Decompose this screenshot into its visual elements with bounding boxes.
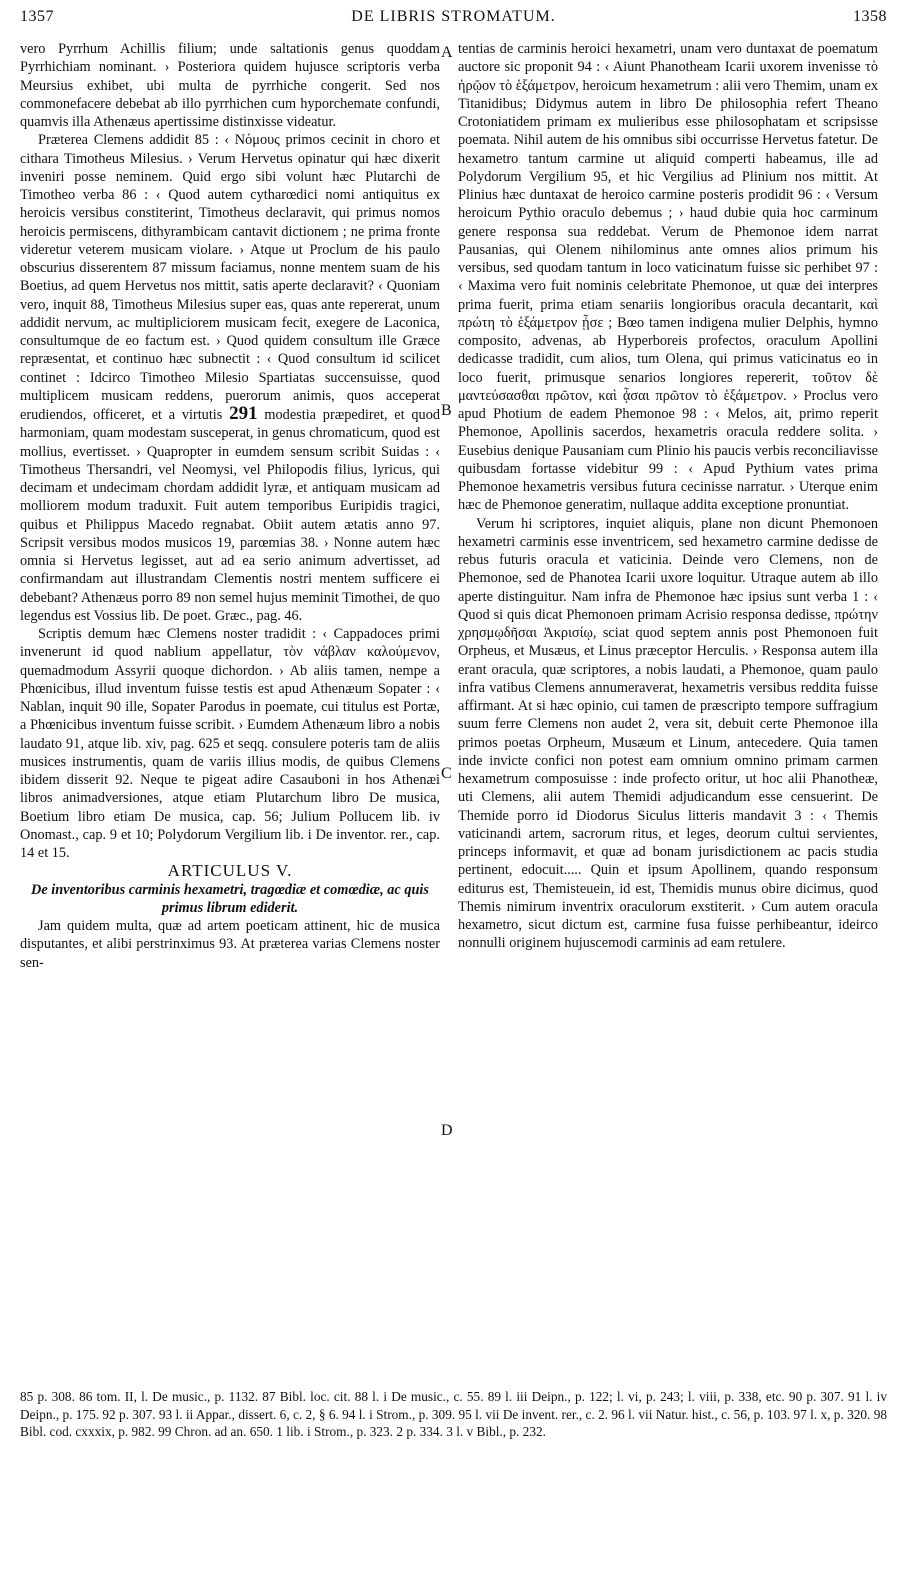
article-heading: ARTICULUS V. [167,861,293,881]
page-number-right: 1358 [853,8,887,25]
page-marker: 291 [229,403,258,424]
right-column [458,40,878,953]
paragraph: Jam quidem multa, quæ ad artem poeticam attinent, hic de musica disputantes, et alibi perstrinximus 93. At præterea varias Clemens noster sen- [20,918,440,971]
paragraph-text: modestia præpediret, et quod harmoniam, quam modestam susceperat, in genus chromaticum, quod est mollius, evertisset. › Quapropter in eumdem sensum scribit Suidas : ‹ Timotheus Thersandri, vel Neomysi, vel Philopodis filius, lyricus, qui decimam et undecimam chordam addidit lyræ, et antiquam musicam ad molliorem modum traduxit. Fuit autem temporibus Euripidis tragici, quibus et Philippus Macedo regnabat. Obiit autem ætatis anno 97. Scripsit versibus modos musicos 19, parœmias 38. › Nonne autem hæc omnia si Hervetus legisset, aut ad ea serio animum advertisset, ad confirmandam aut illustrandam Clementis nostri mentem sufficere ei debebant? Athenæus porro 89 non semel hujus meminit Timothei, de quo legendus est Vossius lib. De poet. Græc., pag. 46. [20,407,440,624]
margin-marker-d: D [441,1122,453,1139]
left-column [20,40,440,972]
running-header [20,8,887,32]
margin-marker-c: C [441,765,452,782]
paragraph: tentias de carminis heroici hexametri, unam vero duntaxat de poematum auctore sic proponit 94 : ‹ Aiunt Phanotheam Icarii uxorem invenisse τὸ ἡρῷον τὸ ἑξάμετρον, heroicum hexametrum : alii vero Themim, unam ex Titanidibus; Didymus autem in libro De philosophia refert Theano Crotoniatidem primam ex mulieribus esse philosophatam et scripsisse poemata. Nihil autem de his omnibus sibi occurrisse Hervetus fatetur. De hexametro tantum carmine ut aliquid comperti habeamus, ille ad Polydorum Vergilium 95, et hic Vergilius ad Plinium nos mittit. At Plinius hæc duntaxat de heroico carmine posteris prodidit 96 : ‹ Versum heroicum Pythio oraculo debemus ; › haud dubie quia hoc carminum genere responsa sua reddebat. Verum de Phemonoe idem narrat Pausanias, qui Olenem nihilominus ante omnes alios primum his versibus, sed quodam tantum in loco vaticinatum fuisse sic perhibet 97 : ‹ Maxima vero fuit nominis celebritate Phemonoe, ut quæ dei interpres prima fuerit, prima etiam senariis longioribus oracula decantarit, καὶ πρώτη τὸ ἑξάμετρον ᾖσε ; Bœo tamen indigena mulier Delphis, hymno composito, advenas, ab Hyperboreis profectos, oraculum Apollini dedicasse tradidit, cum alios, tum Olena, qui primus vaticinatus eo in loco fuerit, primusque senarios longiores repererit, τοῦτον δὲ μαντεύσασθαι πρῶτον, καὶ ᾆσαι πρῶτον τὸ ἑξάμετρον. › Proclus vero apud Photium de eadem Phemonoe 98 : ‹ Melos, ait, primo reperit Phemonoe, Apollinis sacerdos, hexametris oracula reddere solita. › Eusebius denique Pausaniam cum Plinio his paucis verbis reconciliavisse quibusdam fortasse videbitur 99 : ‹ Apud Pythium vates prima Phemonoe hexametris versibus futura cecinisse narratur. › Uterque enim hæc de Phemonoe generatim, nullaque addita exceptione pronuntiat. [458,41,878,514]
paragraph: Verum hi scriptores, inquiet aliquis, plane non dicunt Phemonoen hexametri carminis esse inventricem, sed hexametro carmine dedisse de rebus futuris oracula et vaticinia. Deinde vero Clemens, non de Phemonoe, sed de Phanotea Icarii uxore loquitur. Utraque autem ab illo aperte distinguitur. Nam infra de Phemonoe hæc ipsius sunt verba 1 : ‹ Quod si quis dicat Phemonoen primam Acrisio responsa dedisse, πρώτην χρησμῳδῆσαι Ἀκρισίῳ, sciat quod septem annis post Phemonoen fuit Orpheus, et Musæus, et Linus præceptor Herculis. › Responsa autem illa erant oracula, quæ scriptores, a nobis laudati, a Phemonoe, quam paulo infra vatibus Clemens annumeraverat, hexametris versibus reddita fuisse affirmant. At si hæc opinio, cui tamen de præscripto tempore suffragium suum ferre Clemens non audet 2, vera sit, debuit certe Phemonoe illa primos poetas Orpheum, Musæum et Linum, antecedere. Quia tamen inde invicte confici non potest eam omnium omnino primam carmen hexametrum composuisse : inde profecto oritur, ut hoc alii Phanotheæ, uti Clemens, alii autem Themidi adjudicandum esse censuerint. De Themide porro id Diodorus Siculus litteris mandavit 3 : ‹ Themis vaticinandi artem, sacrorum ritus, et leges, deorum cultui servientes, princeps informavit, et quæ ad bonam jurisdictionem ac pacis studia pertinent, edocuit..... Quin et ipsum Apollinem, quando responsum editurus est, Themisteuein, id est, Themidis munus obire dicimus, quod Themis nimirum inventrix oraculorum exstiterit. › Cum autem oracula hexametro, sicut dictum est, carmine fusa fuisse perhibeantur, ideirco nonnulli originem hujuscemodi carminis ad eam retulere. [458,515,878,952]
paragraph [20,131,440,625]
page-title: DE LIBRIS STROMATUM. [351,8,556,25]
footnote-block: 85 p. 308. 86 tom. II, l. De music., p. 1132. 87 Bibl. loc. cit. 88 l. i De music., c. 55. 89 l. iii Deipn., p. 122; l. vi, p. 243; l. viii, p. 338, etc. 90 p. 307. 91 l. iv Deipn., p. 175. 92 p. 307. 93 l. ii Appar., dissert. 6, c. 2, § 6. 94 l. i Strom., p. 309. 95 l. vii De invent. rer., c. 2. 96 l. vii Natur. hist., c. 56, p. 103. 97 l. x, p. 320. 98 Bibl. cod. cxxxix, p. 982. 99 Chron. ad an. 650. 1 lib. i Strom., p. 323. 2 p. 334. 3 l. v Bibl., p. 232. [20,1389,887,1439]
paragraph-text: Præterea Clemens addidit 85 : ‹ Νόμους primos cecinit in choro et cithara Timotheus Milesius. › Verum Hervetus opinatur qui hæc dixerit inveniri posse neminem. Quid ergo sibi volunt hæc Plutarchi de Timotheo verba 86 : ‹ Quod autem cytharœdici nomi antiquitus ex heroicis versibus constiterint, Timotheus declaravit, qui primus nomos heroicis permiscens, dithyrambicam cantavit dictionem ; ne prima fronte videretur veterem musicam violare. › Atque ut Proclum de his paulo obscurius disserentem 87 missum faciamus, nonne mentem suam de his Boetius, ad quem Hervetus nos mittit, satis aperte declaravit? ‹ Quoniam vero, inquit 88, Timotheus Milesius super eas, quas ante repererat, unum addidit nervum, ac multipliciorem musicam fecit, exegere de Laconica, consultumque de eo factum est. › Quod quidem consultum ille Græce repræsentat, et continuo hæc subnectit : ‹ Quod consultum id scilicet continet : Idcirco Timotheo Milesio Spartiatas succensuisse, quod multiplicem musicam reddens, puerorum animis, quos acceperat erudiendos, officeret, et a virtutis [20,132,440,423]
margin-marker-a: A [441,44,453,61]
article-subheading: De inventoribus carminis hexametri, tragœdiæ et comœdiæ, ac quis primus librum ediderit. [31,881,429,916]
paragraph: Scriptis demum hæc Clemens noster tradidit : ‹ Cappadoces primi invenerunt id quod nablium appellatur, τὸν νάβλαν καλούμενον, quemadmodum Assyrii quoque dichordon. › Ab aliis tamen, nempe a Phœnicibus, illud inventum fuisse testis est apud Athenæum Sopater : ‹ Nablan, inquit 90 ille, Sopater Parodus in poemate, cui titulus est Portæ, a Phœnicibus inventum fuisse scribit. › Eumdem Athenæum libro a nobis laudato 91, atque lib. xiv, pag. 625 et seqq. consulere poteris tam de aliis musices instrumentis, quam de variis illius modis, de quibus Clemens ibidem disserit 92. Neque te pigeat adire Casauboni in hos Athenæi libros animadversiones, atque etiam Plutarchum libro De musica, Boetium libro etiam De musica, cap. 56; Julium Pollucem lib. iv Onomast., cap. 9 et 10; Polydorum Vergilium lib. i De inventor. rer., cap. 14 et 15. [20,626,440,861]
margin-marker-b: B [441,402,452,419]
paragraph: vero Pyrrhum Achillis filium; unde saltationis genus quoddam Pyrrhichiam nominant. › Posteriora quidem hujusce scriptoris verba Meursius exhibet, ubi multa de pyrrhiche congerit. Sed nos commonefacere debebat ab illo pyrrhichen cum hyporchemate confundi, quamvis illa Athenæus apertissime distinxisse videatur. [20,41,440,130]
footnotes [20,1388,887,1441]
page-number-left: 1357 [20,8,54,25]
